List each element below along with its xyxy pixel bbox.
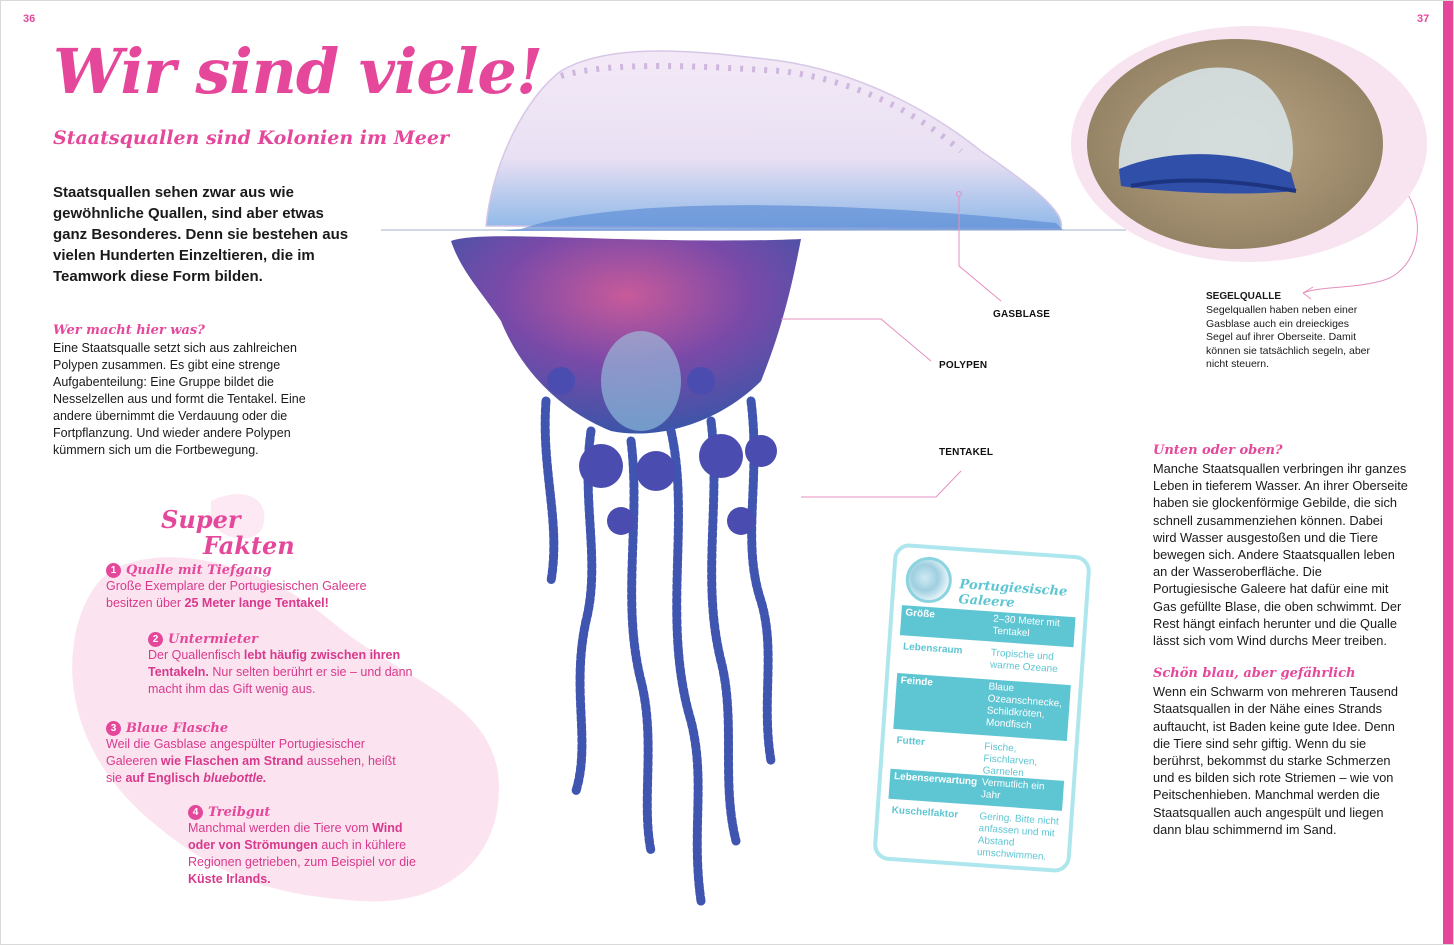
fact-text: Der Quallenfisch (148, 648, 244, 662)
right-column (1153, 443, 1408, 838)
card-row (885, 803, 1062, 865)
card-species-name: Portugiesische Galeere (957, 577, 1068, 611)
who-heading: Wer macht hier was? (53, 323, 205, 338)
page-number-left: 36 (23, 13, 36, 25)
page-title: Wir sind viele! (53, 35, 543, 108)
card-row-value: Blaue Ozeanschnecke, Schildkröten, Mondfisch (985, 681, 1063, 732)
fact-text-bold-italic: bluebottle. (203, 771, 267, 785)
fact-text-bold: Wind oder von Strömungen (188, 821, 403, 852)
fact-text-bold: Küste Irlands. (188, 872, 271, 886)
card-row-value: 2–30 Meter mit Tentakel (992, 613, 1061, 640)
card-row-key: Feinde (900, 675, 934, 689)
fact-text-bold: auf Englisch (125, 771, 204, 785)
fact-number: 2 (148, 632, 163, 647)
fact-1 (106, 563, 386, 612)
card-row-value: Gering. Bitte nicht anfassen und mit Abstand umschwimmen. (976, 811, 1060, 863)
who-does-what-section (53, 323, 323, 459)
super-facts-line1: Super (161, 505, 241, 534)
segelqualle-caption (1206, 291, 1376, 372)
card-row-value: Tropische und warme Ozeane (989, 647, 1059, 676)
fact-2 (148, 632, 418, 698)
super-facts-line2: Fakten (203, 531, 295, 560)
card-row-key: Lebensraum (902, 641, 963, 657)
fact-number: 4 (188, 805, 203, 820)
card-row-key: Futter (896, 735, 926, 749)
fact-text-bold: lebt häufig zwischen ihren Tentakeln. (148, 648, 401, 679)
intro-text: Staatsquallen sehen zwar aus wie gewöhnliche Quallen, sind aber etwas ganz Besonderes. Denn sie bestehen aus vielen Hunderten Einzeltieren, die im Teamwork diese Form bilden. (53, 184, 349, 285)
fact-text-bold: 25 Meter lange Tentakel! (184, 596, 329, 610)
fact-text: Manchmal werden die Tiere vom (188, 821, 373, 835)
label-gasblase: GASBLASE (993, 309, 1051, 320)
segelqualle-text: Segelquallen haben neben einer Gasblase auch ein dreieckiges Segel auf ihrer Oberseite. Damit können sie tatsächlich segeln, aber nicht steuern. (1206, 304, 1371, 370)
fact-title: Blaue Flasche (126, 721, 229, 736)
label-tentakel: TENTAKEL (939, 447, 994, 458)
jellyfish-thumbnail-icon (904, 555, 953, 604)
super-facts-title (161, 507, 295, 559)
section-heading: Schön blau, aber gefährlich (1153, 666, 1356, 682)
page-number-right: 37 (1417, 13, 1430, 25)
card-row-key: Lebenserwartung (893, 771, 978, 788)
page-subtitle: Staatsquallen sind Kolonien im Meer (53, 127, 449, 149)
segelqualle-title: SEGELQUALLE (1206, 291, 1282, 302)
fact-text: Weil die Gasblase angespülter Portugiesischer Galeeren (106, 737, 365, 768)
card-row-value: Fische, Fischlarven, Garnelen (982, 741, 1038, 780)
card-row-key: Kuschelfaktor (891, 804, 959, 821)
section-heading: Unten oder oben? (1153, 443, 1283, 458)
fact-text-bold: wie Flaschen am Strand (160, 754, 304, 768)
section-text: Manche Staatsquallen verbringen ihr ganzes Leben in tieferem Wasser. An ihrer Oberseite haben sie glockenförmige Gebilde, die sich schnell zusammenziehen können. Dabei wird Wasser ausgestoßen und die Tiere bewegen sich. Andere Staatsquallen leben an der Wasseroberfläche. Die Portugiesische Galeere hat dafür eine mit Gas gefüllte Blase, die oben schwimmt. Der Rest hängt einfach herunter und die Qualle lässt sich vom Wind durchs Meer treiben. (1153, 461, 1408, 649)
fact-text: Große Exemplare der Portugiesischen Galeere besitzen über (106, 579, 367, 610)
fact-text: Nur selten berührt er sie – und dann macht ihm das Gift wenig aus. (148, 665, 413, 696)
fact-text: auch in kühlere Regionen getrieben, zum Beispiel vor die (188, 838, 416, 869)
fact-title: Qualle mit Tiefgang (126, 563, 272, 578)
fact-number: 3 (106, 721, 121, 736)
species-profile-card (872, 542, 1092, 873)
card-row (893, 673, 1070, 741)
fact-title: Untermieter (168, 632, 259, 647)
card-row-key: Größe (905, 607, 936, 621)
who-text: Eine Staatsqualle setzt sich aus zahlreichen Polypen zusammen. Es gibt eine strenge Aufgabenteilung: Eine Gruppe bildet die Nesselzellen aus und formt die Tentakel. Eine andere übernimmt die Verdauung oder die Fortpflanzung. Und wieder andere Polypen kümmern sich um die Fortbewegung. (53, 341, 306, 457)
fact-title: Treibgut (208, 805, 271, 820)
fact-3 (106, 721, 406, 787)
section-text: Wenn ein Schwarm von mehreren Tausend Staatsquallen in der Nähe eines Strands auftaucht, ist Baden keine gute Idee. Denn die Tiere sind sehr giftig. Wenn du sie berührst, bekommst du starke Schmerzen und es bilden sich rote Striemen – wie von Peitschenhieben. Manchmal werden die Staatsquallen auch angespült und liegen dann blau schimmernd im Sand. (1153, 684, 1398, 837)
fact-number: 1 (106, 563, 121, 578)
card-row-value: Vermutlich ein Jahr (980, 777, 1045, 802)
fact-text: aussehen, heißt sie (106, 754, 396, 785)
fact-4 (188, 805, 418, 888)
label-polypen: POLYPEN (939, 360, 988, 371)
